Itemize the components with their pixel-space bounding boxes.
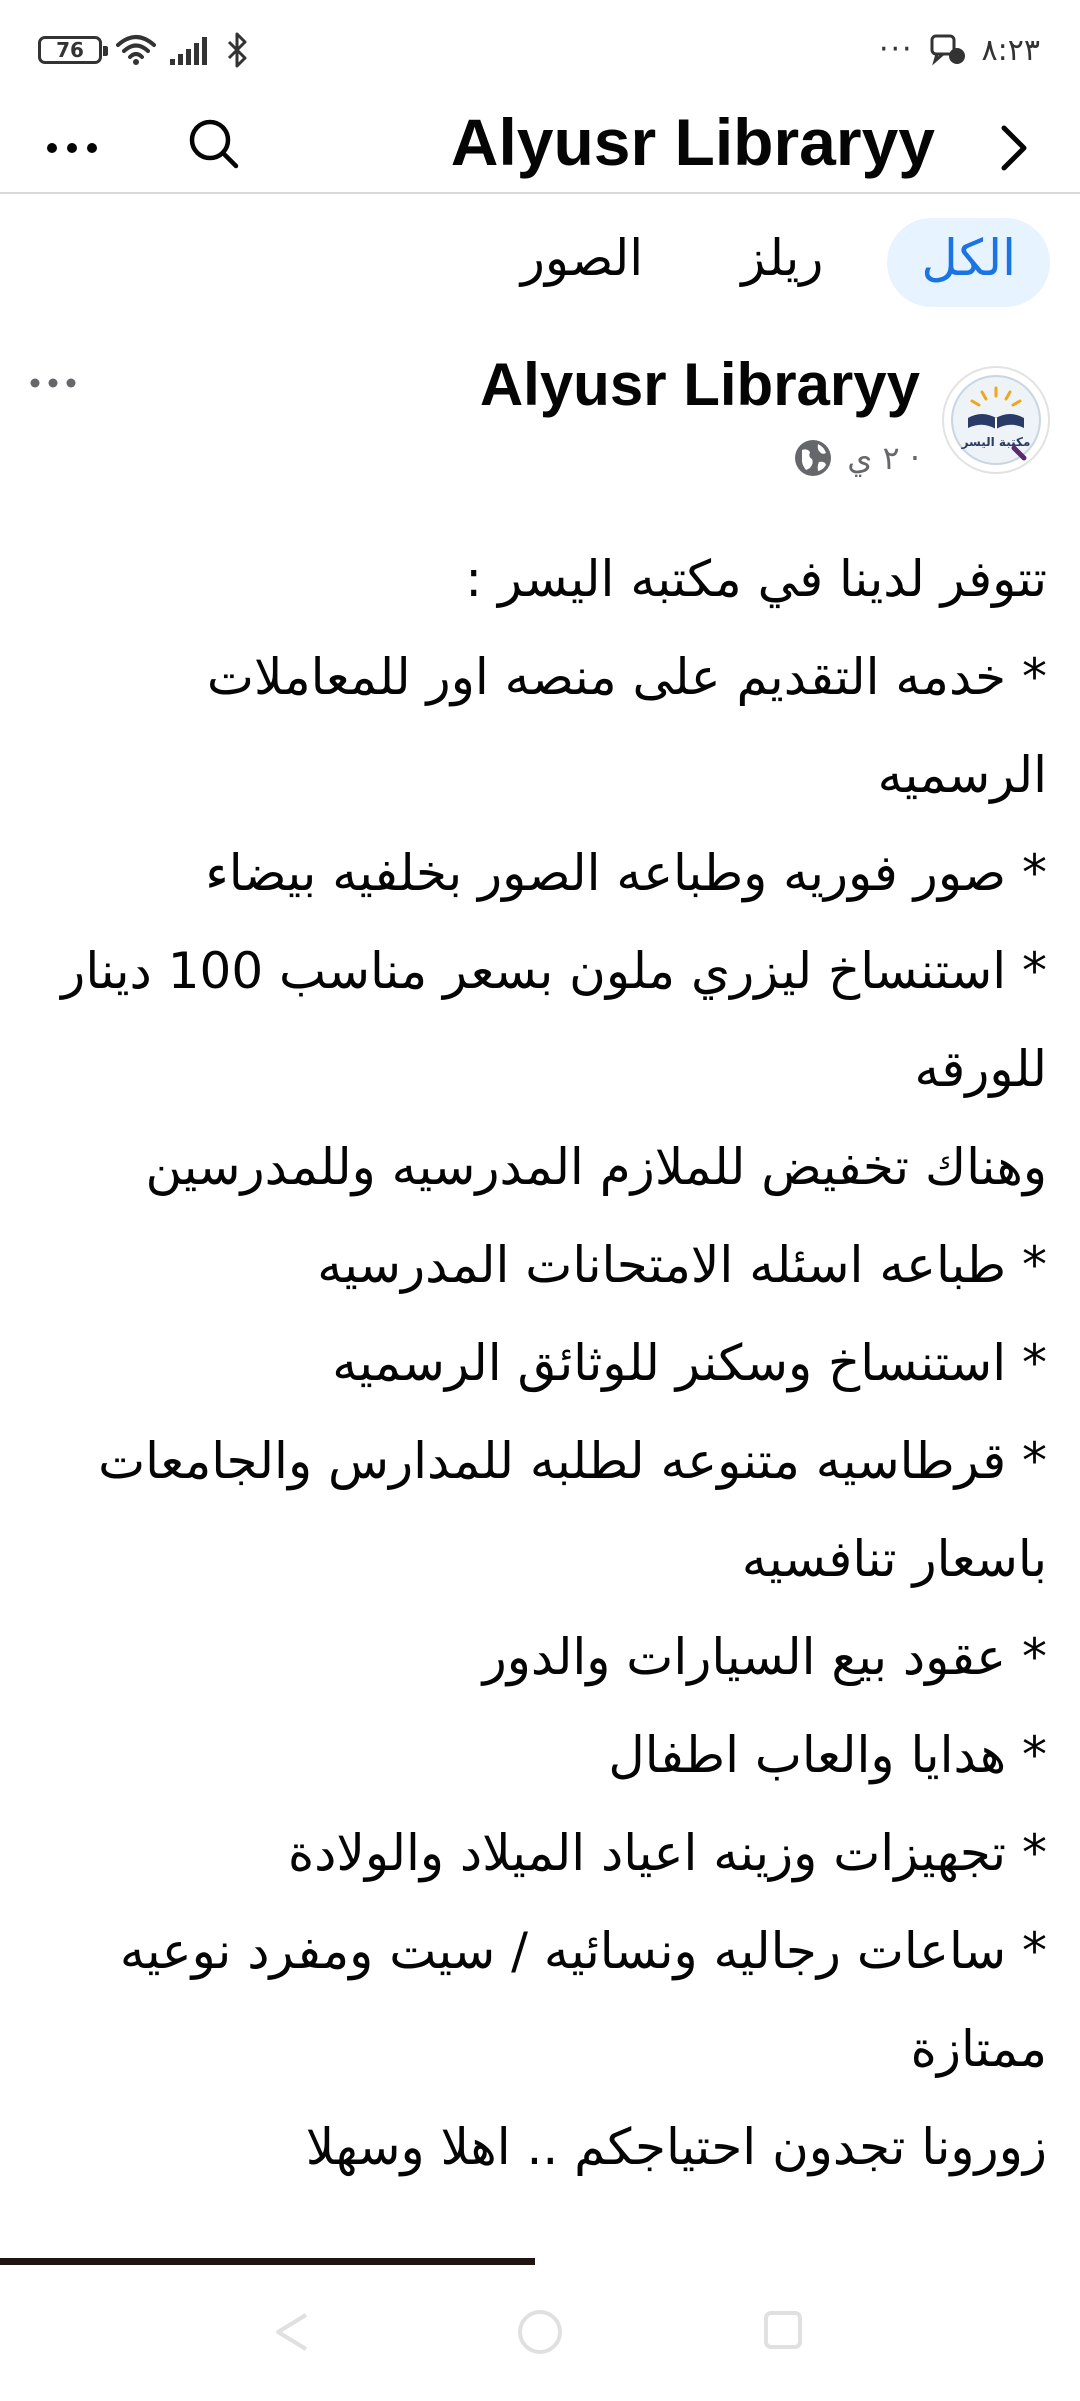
post-body bbox=[27, 530, 1047, 2196]
avatar-text: مكتبة اليسر bbox=[961, 435, 1031, 449]
messenger-icon bbox=[930, 34, 966, 66]
avatar[interactable] bbox=[942, 366, 1050, 474]
app-bar bbox=[0, 100, 1080, 194]
search-icon[interactable] bbox=[180, 110, 250, 180]
post-line: * استنساخ ليزري ملون بسعر مناسب 100 دينار bbox=[61, 942, 1047, 1000]
battery-level: 76 bbox=[56, 38, 84, 62]
nav-recents-icon[interactable] bbox=[758, 2307, 808, 2357]
post-line: * استنساخ وسكنر للوثائق الرسميه bbox=[332, 1334, 1047, 1392]
tab-photos[interactable]: الصور bbox=[520, 229, 644, 287]
post-line: * هدايا والعاب اطفال bbox=[608, 1726, 1047, 1784]
post-line: * عقود بيع السيارات والدور bbox=[482, 1628, 1047, 1686]
post-header bbox=[0, 351, 1080, 488]
library-logo-icon bbox=[944, 368, 1048, 472]
post-line: زورونا تجدون احتياجكم .. اهلا وسهلا bbox=[305, 2118, 1047, 2176]
post-line: * تجهيزات وزينه اعياد الميلاد والولادة bbox=[287, 1824, 1047, 1882]
post-options-icon[interactable] bbox=[25, 368, 85, 398]
nav-home-icon[interactable] bbox=[510, 2307, 570, 2367]
page-title: Alyusr Libraryy bbox=[450, 105, 935, 179]
post-line: * طباعه اسئله الامتحانات المدرسيه bbox=[317, 1236, 1047, 1294]
status-time: ٨:٢٣ bbox=[981, 32, 1040, 68]
post-line: * صور فوريه وطباعه الصور بخلفيه بيضاء bbox=[205, 844, 1047, 902]
wifi-icon bbox=[116, 33, 156, 67]
content-tabs bbox=[487, 215, 1050, 310]
post-line: ممتازة bbox=[910, 2020, 1047, 2078]
post-line: * خدمه التقديم على منصه اور للمعاملات bbox=[206, 648, 1047, 706]
system-nav-bar bbox=[0, 2265, 1080, 2401]
post-line: * قرطاسيه متنوعه لطلبه للمدارس والجامعات bbox=[98, 1432, 1047, 1490]
globe-icon bbox=[793, 438, 833, 478]
post-line: الرسميه bbox=[877, 746, 1047, 804]
bluetooth-icon bbox=[226, 32, 250, 68]
status-bar bbox=[0, 0, 1080, 100]
nav-back-icon[interactable] bbox=[268, 2307, 318, 2357]
post-line: * ساعات رجاليه ونسائيه / سيت ومفرد نوعيه bbox=[119, 1922, 1047, 1980]
post-author[interactable]: Alyusr Libraryy bbox=[479, 351, 920, 418]
post-time: ٢ ي · bbox=[847, 439, 920, 477]
notification-dots: ··· bbox=[878, 32, 914, 67]
post-line: باسعار تنافسيه bbox=[741, 1530, 1047, 1588]
more-icon[interactable] bbox=[40, 118, 110, 178]
post-line: للورقه bbox=[914, 1040, 1047, 1098]
post-meta bbox=[793, 438, 920, 478]
post-line: وهناك تخفيض للملازم المدرسيه وللمدرسين bbox=[145, 1138, 1047, 1196]
post-line: تتوفر لدينا في مكتبه اليسر : bbox=[465, 550, 1047, 608]
signal-icon bbox=[170, 35, 212, 65]
tab-all[interactable]: الكل bbox=[887, 218, 1050, 307]
tab-reels[interactable]: ريلز bbox=[741, 229, 824, 287]
battery-icon bbox=[38, 36, 102, 64]
back-arrow-icon[interactable] bbox=[990, 118, 1040, 178]
